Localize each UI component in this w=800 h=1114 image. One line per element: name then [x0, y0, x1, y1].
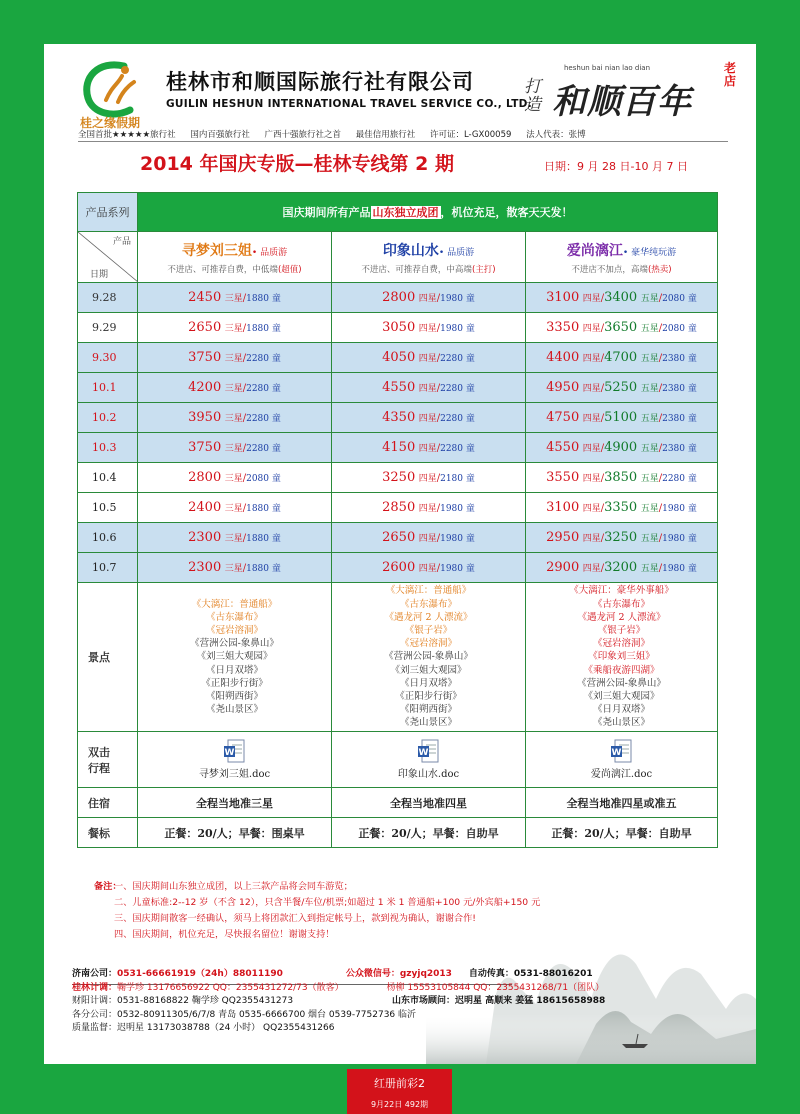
adult-price: 2600 [382, 560, 416, 575]
svg-text:W: W [224, 748, 234, 758]
child-price: 1980 童 [440, 324, 475, 334]
adult-price: 3050 [382, 320, 416, 335]
series-label: 产品系列 [78, 193, 138, 232]
jinan-label: 济南公司： [72, 969, 118, 979]
adult-price: 2800 [188, 470, 222, 485]
spot-item: 《古东瀑布》 [592, 598, 650, 610]
date-value: 9.30 [92, 351, 117, 364]
price-cell: 3100 四星/3350 五星/1980 童 [526, 493, 718, 523]
date-value: 10.1 [92, 381, 117, 394]
hotel-grade: 三星 [224, 384, 243, 394]
hotel-grade: 四星 [418, 324, 437, 334]
table-row [78, 523, 718, 553]
hotel-grade-alt: 五星 [640, 354, 659, 364]
wechat-id: 公众微信号：gzyjq2013 [345, 969, 452, 979]
adult-price: 3950 [188, 410, 222, 425]
child-price: 2380 童 [662, 354, 697, 364]
child-price: 2080 童 [662, 324, 697, 334]
date-cell [78, 343, 138, 373]
product-tag: • 品质游 [251, 247, 288, 258]
price-cell: 2900 四星/3200 五星/1980 童 [526, 553, 718, 583]
contact-footer [72, 968, 605, 1036]
hotel-grade-alt: 五星 [640, 534, 659, 544]
adult-price: 4050 [382, 350, 416, 365]
spot-item: 《日月双塔》 [399, 677, 457, 689]
doc-filename[interactable]: 寻梦刘三姐.doc [198, 769, 271, 780]
adult-price: 2300 [188, 530, 222, 545]
adult-price: 4200 [188, 380, 222, 395]
hotel-grade: 四星 [418, 414, 437, 424]
adult-price: 3100 [546, 500, 580, 515]
adult-price-alt: 3350 [604, 500, 638, 515]
banner [138, 193, 718, 232]
stay-label: 住宿 [78, 788, 138, 818]
hotel-grade: 四星 [418, 504, 437, 514]
child-price: 1980 童 [440, 504, 475, 514]
date-value: 10.7 [92, 561, 117, 574]
product-desc: 不进店不加点，高端 [571, 264, 648, 275]
adult-price-alt: 3400 [604, 290, 638, 305]
hotel-grade: 四星 [582, 444, 601, 454]
spot-item: 《古东瀑布》 [205, 611, 263, 623]
child-price: 2280 童 [662, 474, 697, 484]
branch-offices: 各分公司：0532-80911305/6/7/8 青岛 0535-6666700 烟台 0539-7752736 临沂 [72, 1009, 417, 1020]
spot-item: 《阳朔西街》 [399, 704, 457, 716]
adult-price: 2450 [188, 290, 222, 305]
meal-value: 正餐：20/人；早餐：自助早 [526, 818, 718, 848]
child-price: 2080 童 [662, 294, 697, 304]
adult-price: 2650 [188, 320, 222, 335]
company-credentials [78, 128, 598, 140]
date-cell [78, 463, 138, 493]
price-cell: 3050 四星/1980 童 [332, 313, 526, 343]
spot-item: 《冠岩溶洞》 [592, 638, 650, 650]
price-rows [78, 283, 718, 583]
child-price: 2280 童 [246, 414, 281, 424]
credential-item: 法人代表：张博 [526, 130, 586, 140]
table-row [78, 493, 718, 523]
price-cell: 4750 四星/5100 五星/2380 童 [526, 403, 718, 433]
spot-item: 《尧山景区》 [205, 704, 263, 716]
spot-item: 《银子岩》 [404, 624, 453, 636]
price-cell: 3550 四星/3850 五星/2280 童 [526, 463, 718, 493]
itinerary-label [78, 732, 138, 788]
itinerary-doc[interactable] [526, 732, 718, 788]
child-price: 1980 童 [662, 534, 697, 544]
table-row [78, 313, 718, 343]
hotel-grade: 四星 [582, 474, 601, 484]
spot-item: 《营洲公园-象鼻山》 [384, 651, 473, 663]
hotel-grade-alt: 五星 [640, 444, 659, 454]
spot-item: 《日月双塔》 [205, 664, 263, 676]
hotel-grade: 四星 [582, 564, 601, 574]
spot-item: 《营洲公园-象鼻山》 [577, 677, 666, 689]
price-cell: 3350 四星/3650 五星/2080 童 [526, 313, 718, 343]
spot-item: 《乘船夜游四湖》 [583, 664, 660, 676]
adult-price: 4550 [382, 380, 416, 395]
guilin-contact: 鞠学珍 13176656922 QQ：2355431272/73（散客） [117, 982, 344, 993]
child-price: 2280 童 [246, 444, 281, 454]
price-cell: 2400 三星/1880 童 [138, 493, 332, 523]
hotel-grade: 三星 [224, 354, 243, 364]
child-price: 1980 童 [440, 534, 475, 544]
spot-item: 《银子岩》 [597, 624, 646, 636]
table-row [78, 433, 718, 463]
product-emphasis: (主打) [471, 264, 496, 275]
badge-title: 红册前彩2 [374, 1077, 425, 1090]
logo-caption: 桂之缘假期 [79, 116, 140, 130]
spot-item: 《营洲公园-象鼻山》 [190, 638, 279, 650]
child-price: 2180 童 [440, 474, 475, 484]
table-row [78, 463, 718, 493]
child-price: 1880 童 [246, 534, 281, 544]
banner-highlight: 山东独立成团 [372, 206, 439, 219]
adult-price: 4550 [546, 440, 580, 455]
adult-price: 3750 [188, 440, 222, 455]
hotel-grade: 三星 [224, 294, 243, 304]
spot-item: 《刘三姐大观园》 [390, 664, 467, 676]
table-row [78, 343, 718, 373]
price-cell: 2850 四星/1980 童 [332, 493, 526, 523]
date-cell [78, 403, 138, 433]
product-tag: • 豪华纯玩游 [622, 247, 677, 258]
adult-price: 4350 [382, 410, 416, 425]
spot-list [526, 584, 717, 729]
spot-item: 《冠岩溶洞》 [399, 638, 457, 650]
spot-item: 《大漓江：普通船》 [385, 585, 472, 597]
banner-post: ，机位充足，散客天天发！ [440, 206, 573, 219]
spot-item: 《古东瀑布》 [399, 598, 457, 610]
spot-item: 《遇龙河 2 人漂流》 [384, 611, 473, 623]
date-cell [78, 553, 138, 583]
price-cell: 2650 三星/1880 童 [138, 313, 332, 343]
spot-item: 《日月双塔》 [592, 704, 650, 716]
market-advisors: 山东市场顾问：迟明星 高顺来 姜猛 18615658988 [392, 996, 606, 1006]
corner-product-label: 产品 [112, 237, 131, 247]
adult-price: 3100 [546, 290, 580, 305]
hotel-grade: 四星 [582, 414, 601, 424]
price-cell: 3950 三星/2280 童 [138, 403, 332, 433]
spot-item: 《印象刘三姐》 [588, 651, 655, 663]
hotel-grade: 三星 [224, 564, 243, 574]
spot-item: 《大漓江：普通船》 [191, 598, 278, 610]
hotel-grade-alt: 五星 [640, 504, 659, 514]
price-cell: 2800 三星/2080 童 [138, 463, 332, 493]
adult-price: 2300 [188, 560, 222, 575]
hotel-grade: 四星 [582, 534, 601, 544]
spot-item: 《尧山景区》 [399, 717, 457, 729]
hotel-grade: 四星 [418, 534, 437, 544]
product-tag: • 品质游 [438, 247, 475, 258]
spot-list [138, 598, 331, 717]
credential-item: 最佳信用旅行社 [355, 130, 416, 140]
product-header [526, 232, 718, 283]
price-cell: 4400 四星/4700 五星/2380 童 [526, 343, 718, 373]
itinerary-doc[interactable] [138, 732, 332, 788]
child-price: 2280 童 [440, 414, 475, 424]
child-price: 2280 童 [440, 384, 475, 394]
adult-price: 4150 [382, 440, 416, 455]
hotel-grade-alt: 五星 [640, 414, 659, 424]
page-title: 2014 年国庆专版—桂林专线第 2 期 [140, 153, 454, 175]
price-cell: 4950 四星/5250 五星/2380 童 [526, 373, 718, 403]
quality-supervision: 质量监督：迟明星 13173038788（24 小时） QQ2355431266 [72, 1023, 335, 1033]
company-name-en: GUILIN HESHUN INTERNATIONAL TRAVEL SERVICE CO., LTD. [166, 98, 532, 110]
company-name-cn: 桂林市和顺国际旅行社有限公司 [166, 70, 474, 94]
notes-lead: 备注： [94, 881, 122, 892]
hotel-grade: 三星 [224, 324, 243, 334]
doc-filename[interactable]: 爱尚漓江.doc [590, 769, 653, 780]
product-name: 爱尚漓江 [566, 242, 623, 259]
hotel-grade-alt: 五星 [640, 564, 659, 574]
hotel-grade: 四星 [418, 444, 437, 454]
spot-item: 《正阳步行街》 [201, 677, 268, 689]
hotel-grade: 三星 [224, 444, 243, 454]
adult-price-alt: 3200 [604, 560, 638, 575]
word-doc-icon[interactable] [611, 739, 633, 763]
spot-item: 《阳朔西街》 [205, 691, 263, 702]
table-row [78, 283, 718, 313]
adult-price: 2800 [382, 290, 416, 305]
child-price: 1980 童 [440, 294, 475, 304]
slogan-pinyin: heshun bai nian lao dian [564, 64, 651, 72]
price-cell: 4550 四星/2280 童 [332, 373, 526, 403]
price-cell: 3250 四星/2180 童 [332, 463, 526, 493]
adult-price: 3550 [546, 470, 580, 485]
date-value: 9.29 [92, 321, 117, 334]
product-desc: 不进店、可推荐自费，中低端 [167, 264, 278, 275]
price-cell: 3750 三星/2280 童 [138, 433, 332, 463]
corner-cell [78, 232, 138, 283]
table-row [78, 403, 718, 433]
jinan-phone: 0531-66661919（24h）88011190 [117, 969, 283, 979]
svg-text:W: W [418, 748, 428, 758]
hotel-grade: 四星 [418, 294, 437, 304]
adult-price: 2650 [382, 530, 416, 545]
hotel-grade-alt: 五星 [640, 474, 659, 484]
badge-issue: 9月22日 492期 [370, 1100, 429, 1109]
meal-value: 正餐：20/人；早餐：围桌早 [138, 818, 332, 848]
hotel-grade: 四星 [418, 384, 437, 394]
child-price: 1880 童 [246, 564, 281, 574]
child-price: 1880 童 [246, 504, 281, 514]
child-price: 2280 童 [440, 444, 475, 454]
meal-value: 正餐：20/人；早餐：自助早 [332, 818, 526, 848]
hotel-grade: 四星 [582, 384, 601, 394]
date-cell [78, 433, 138, 463]
guilin-label: 桂林计调： [72, 982, 118, 993]
credential-item: 全国首批★★★★★旅行社 [78, 130, 176, 140]
table-row [78, 553, 718, 583]
child-price: 1980 童 [662, 504, 697, 514]
credential-item: 广西十强旅行社之首 [264, 130, 342, 140]
product-desc: 不进店、可推荐自费，中高端 [361, 264, 472, 275]
page-tab-badge [347, 1069, 452, 1114]
child-price: 1980 童 [440, 564, 475, 574]
hotel-grade: 三星 [224, 414, 243, 424]
corner-date-label: 日期 [90, 270, 109, 280]
spot-list [332, 584, 525, 729]
meal-label: 餐标 [78, 818, 138, 848]
auto-fax: 自动传真：0531-88016201 [468, 969, 593, 979]
child-price: 2380 童 [662, 444, 697, 454]
stay-value: 全程当地准四星或准五 [526, 788, 718, 818]
spot-item: 《大漓江：豪华外事船》 [569, 585, 674, 597]
adult-price: 3250 [382, 470, 416, 485]
adult-price-alt: 5250 [604, 380, 638, 395]
adult-price: 2850 [382, 500, 416, 515]
hotel-grade: 四星 [582, 324, 601, 334]
date-value: 10.4 [92, 471, 117, 484]
spot-item: 《遇龙河 2 人漂流》 [577, 611, 666, 623]
price-cell: 2800 四星/1980 童 [332, 283, 526, 313]
product-header [138, 232, 332, 283]
price-cell: 4050 四星/2280 童 [332, 343, 526, 373]
note-item: 三、国庆期间散客一经确认，须马上将团款汇入到指定帐号上，款到视为确认，谢谢合作! [114, 913, 476, 924]
date-cell [78, 493, 138, 523]
hotel-grade: 四星 [418, 564, 437, 574]
banner-pre: 国庆期间所有产品 [282, 206, 371, 219]
spot-item: 《尧山景区》 [592, 717, 650, 729]
child-price: 1880 童 [246, 294, 281, 304]
date-cell [78, 373, 138, 403]
price-cell: 2650 四星/1980 童 [332, 523, 526, 553]
child-price: 2080 童 [246, 474, 281, 484]
slogan-main: 和顺百年 [552, 82, 692, 122]
adult-price-alt: 4700 [604, 350, 638, 365]
company-logo-icon [78, 56, 148, 122]
spot-item: 《刘三姐大观园》 [583, 691, 660, 702]
price-cell: 2600 四星/1980 童 [332, 553, 526, 583]
svg-text:W: W [611, 748, 621, 758]
hotel-grade: 三星 [224, 504, 243, 514]
hotel-grade: 四星 [418, 474, 437, 484]
date-value: 9.28 [92, 291, 117, 304]
flyer-page [44, 44, 756, 1064]
header-divider [78, 141, 728, 142]
adult-price: 2400 [188, 500, 222, 515]
date-cell [78, 283, 138, 313]
hotel-grade: 四星 [418, 354, 437, 364]
hotel-grade-alt: 五星 [640, 324, 659, 334]
adult-price-alt: 3650 [604, 320, 638, 335]
stay-value: 全程当地准三星 [138, 788, 332, 818]
slogan-prefix: 打造 [524, 77, 541, 115]
price-cell: 4200 三星/2280 童 [138, 373, 332, 403]
hotel-grade: 四星 [582, 504, 601, 514]
doc-filename[interactable]: 印象山水.doc [397, 769, 460, 780]
credential-item: 许可证：L-GX00059 [429, 130, 512, 140]
finance-contact: 财阳计调：0531-88168822 鞠学珍 QQ2355431273 [72, 996, 294, 1006]
date-cell [78, 313, 138, 343]
child-price: 1980 童 [662, 564, 697, 574]
slogan-stamp: 老店 [724, 61, 737, 88]
price-cell: 2950 四星/3250 五星/1980 童 [526, 523, 718, 553]
product-name: 寻梦刘三姐 [181, 242, 252, 259]
date-value: 10.3 [92, 441, 117, 454]
table-row [78, 373, 718, 403]
child-price: 2380 童 [662, 414, 697, 424]
hotel-grade-alt: 五星 [640, 294, 659, 304]
hotel-grade: 三星 [224, 534, 243, 544]
product-name: 印象山水 [382, 242, 439, 259]
child-price: 2280 童 [246, 354, 281, 364]
child-price: 2380 童 [662, 384, 697, 394]
spot-item: 《刘三姐大观园》 [196, 651, 273, 663]
child-price: 2280 童 [246, 384, 281, 394]
word-doc-icon[interactable] [418, 739, 440, 763]
adult-price-alt: 3250 [604, 530, 638, 545]
hotel-grade: 四星 [582, 354, 601, 364]
date-cell [78, 523, 138, 553]
adult-price: 4400 [546, 350, 580, 365]
adult-price: 4750 [546, 410, 580, 425]
price-cell: 4350 四星/2280 童 [332, 403, 526, 433]
date-range: 日期：9 月 28 日-10 月 7 日 [544, 160, 688, 173]
price-table [77, 192, 718, 848]
adult-price: 4950 [546, 380, 580, 395]
adult-price: 3750 [188, 350, 222, 365]
word-doc-icon[interactable] [224, 739, 246, 763]
adult-price: 3350 [546, 320, 580, 335]
price-cell: 2300 三星/1880 童 [138, 553, 332, 583]
yang-contact: 杨柳 15553105844 QQ：2355431268/71（团队） [386, 982, 605, 993]
spots-label: 景点 [78, 583, 138, 732]
note-item: 四、国庆期间，机位充足，尽快报名留位！谢谢支持！ [114, 929, 335, 940]
adult-price: 2950 [546, 530, 580, 545]
adult-price-alt: 4900 [604, 440, 638, 455]
adult-price-alt: 3850 [604, 470, 638, 485]
date-value: 10.2 [92, 411, 117, 424]
price-cell: 4550 四星/4900 五星/2380 童 [526, 433, 718, 463]
child-price: 1880 童 [246, 324, 281, 334]
hotel-grade: 三星 [224, 474, 243, 484]
price-cell: 4150 四星/2280 童 [332, 433, 526, 463]
note-item: 二、儿童标准:2--12 岁（不含 12），只含半餐/车位/机票;如超过 1 米 1 普通船+100 元/外宾船+150 元 [114, 897, 541, 908]
stay-value: 全程当地准四星 [332, 788, 526, 818]
date-value: 10.5 [92, 501, 117, 514]
price-cell: 3750 三星/2280 童 [138, 343, 332, 373]
hotel-grade: 四星 [582, 294, 601, 304]
spot-item: 《冠岩溶洞》 [205, 624, 263, 636]
price-cell: 2450 三星/1880 童 [138, 283, 332, 313]
hotel-grade-alt: 五星 [640, 384, 659, 394]
product-emphasis: (热卖) [647, 264, 672, 275]
itinerary-label-line1: 双击 [88, 745, 110, 759]
credential-item: 国内百强旅行社 [190, 130, 250, 140]
product-header [332, 232, 526, 283]
date-value: 10.6 [92, 531, 117, 544]
child-price: 2280 童 [440, 354, 475, 364]
itinerary-label-line2: 行程 [88, 761, 110, 775]
spot-item: 《正阳步行街》 [395, 691, 462, 702]
note-item: 一、国庆期间山东独立成团，以上三款产品将会同车游览； [114, 881, 353, 892]
adult-price: 2900 [546, 560, 580, 575]
product-emphasis: (超值) [277, 264, 302, 275]
price-cell: 3100 四星/3400 五星/2080 童 [526, 283, 718, 313]
itinerary-doc[interactable] [332, 732, 526, 788]
adult-price-alt: 5100 [604, 410, 638, 425]
price-cell: 2300 三星/1880 童 [138, 523, 332, 553]
